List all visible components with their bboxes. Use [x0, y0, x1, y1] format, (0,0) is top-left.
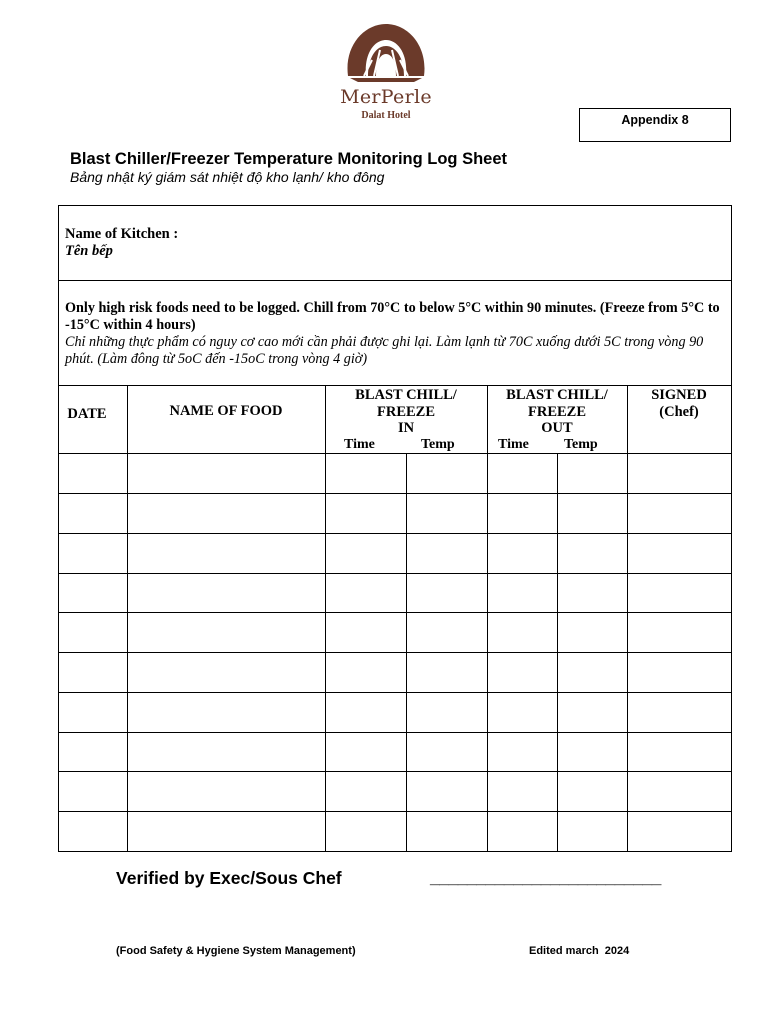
- in-time-subheader: Time: [344, 437, 375, 452]
- instruction-vn: Chỉ những thực phẩm có nguy cơ cao mới cần phải được ghi lại. Làm lạnh từ 70C xuống dưới 5C trong vòng 90 phút. (Làm đông từ 5oC đến -15oC trong vòng 4 giờ): [65, 334, 704, 367]
- food-header: NAME OF FOOD: [169, 403, 283, 419]
- blast-out-line1: BLAST CHILL/: [506, 387, 608, 403]
- hotel-logo: [330, 20, 442, 128]
- table-row-line: [58, 573, 732, 574]
- verified-by-label: Verified by Exec/Sous Chef: [116, 868, 342, 888]
- instruction-note: [65, 300, 725, 368]
- footer-edited: Edited march 2024: [529, 945, 630, 957]
- brand-subtitle: Dalat Hotel: [361, 110, 411, 121]
- in-temp-subheader: Temp: [421, 437, 455, 452]
- kitchen-name-section: [65, 226, 178, 260]
- kitchen-label-vn: Tên bếp: [65, 243, 113, 259]
- table-row-line: [58, 732, 732, 733]
- kitchen-label: Name of Kitchen :: [65, 226, 179, 242]
- divider: [58, 280, 732, 281]
- table-row-line: [58, 652, 732, 653]
- kitchen-name-field[interactable]: [200, 210, 720, 275]
- column-line: [325, 385, 326, 852]
- blast-out-header: [487, 387, 627, 437]
- blast-in-header: [325, 387, 487, 437]
- signed-line2: (Chef): [659, 403, 699, 420]
- table-row-line: [58, 612, 732, 613]
- out-time-subheader: Time: [498, 437, 529, 452]
- page-title: Blast Chiller/Freezer Temperature Monitoring Log Sheet: [70, 150, 508, 168]
- signed-header: [627, 387, 731, 420]
- table-row-line: [58, 811, 732, 812]
- column-line: [627, 385, 628, 852]
- signature-line[interactable]: _________________________: [430, 867, 661, 887]
- date-header: DATE: [67, 406, 107, 422]
- brand-name: MerPerle: [340, 86, 432, 108]
- column-line: [487, 385, 488, 852]
- footer-system: (Food Safety & Hygiene System Management): [116, 945, 356, 957]
- table-row-line: [58, 533, 732, 534]
- blast-in-line2: FREEZE: [376, 403, 435, 420]
- table-row-line: [58, 493, 732, 494]
- column-line: [557, 453, 558, 852]
- divider: [58, 385, 732, 386]
- blast-out-line3: OUT: [541, 420, 573, 436]
- column-line: [406, 453, 407, 852]
- blast-out-line2: FREEZE: [527, 403, 586, 420]
- column-line: [127, 385, 128, 852]
- instruction-en: Only high risk foods need to be logged. Chill from 70°C to below 5°C within 90 minutes. (Freeze from 5°C to -15°C within 4 hours): [65, 300, 720, 333]
- page-subtitle: Bảng nhật ký giám sát nhiệt độ kho lạnh/ kho đông: [70, 169, 385, 185]
- table-header-divider: [58, 453, 732, 454]
- out-temp-subheader: Temp: [564, 437, 598, 452]
- table-row-line: [58, 692, 732, 693]
- appendix-label: Appendix 8: [579, 108, 731, 142]
- blast-in-line3: IN: [397, 420, 415, 436]
- blast-in-line1: BLAST CHILL/: [355, 387, 457, 403]
- signed-line1: SIGNED: [651, 387, 707, 403]
- table-row-line: [58, 771, 732, 772]
- shell-icon: [344, 20, 428, 82]
